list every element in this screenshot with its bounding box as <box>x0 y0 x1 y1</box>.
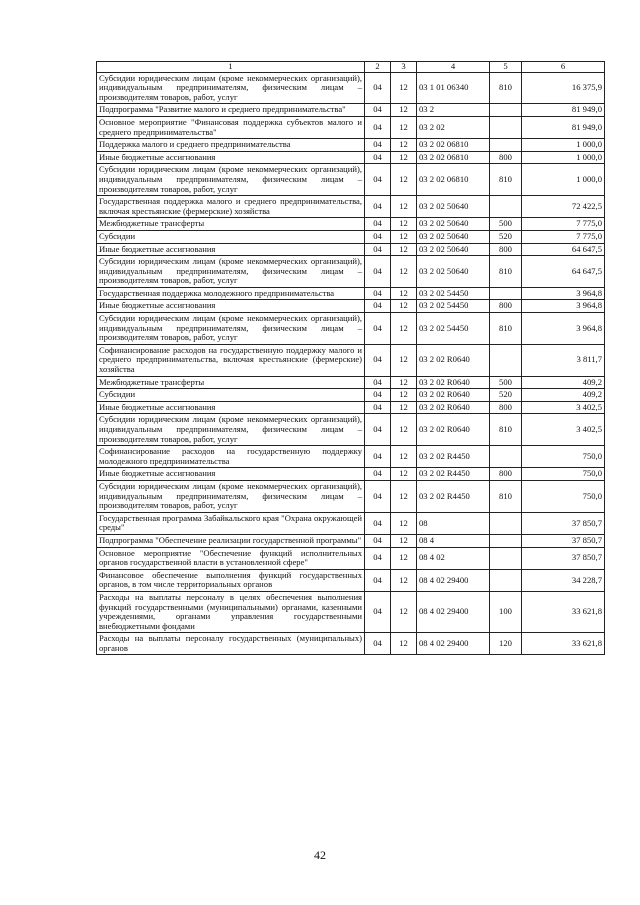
cell-name: Софинансирование расходов на государственную поддержку малого и среднего предпринимательства, включая крестьянские (фермерские) хозяйства <box>97 344 365 376</box>
cell-amount: 750,0 <box>522 468 605 481</box>
cell-subsection: 12 <box>391 446 417 468</box>
cell-section: 04 <box>365 414 391 446</box>
cell-target-code: 03 2 02 R4450 <box>417 468 490 481</box>
cell-amount: 37 850,7 <box>522 512 605 534</box>
table-row <box>97 139 605 152</box>
cell-target-code: 03 2 02 54450 <box>417 313 490 345</box>
table-row <box>97 446 605 468</box>
cell-name: Субсидии <box>97 230 365 243</box>
cell-name: Основное мероприятие "Обеспечение функций исполнительных органов государственной власти в установленной сфере" <box>97 547 365 569</box>
cell-name: Основное мероприятие "Финансовая поддержка субъектов малого и среднего предпринимательства" <box>97 116 365 138</box>
cell-amount: 1 000,0 <box>522 164 605 196</box>
cell-name: Межбюджетные трансферты <box>97 376 365 389</box>
cell-expense-type <box>490 446 522 468</box>
cell-target-code: 03 1 01 06340 <box>417 72 490 104</box>
cell-subsection: 12 <box>391 300 417 313</box>
cell-section: 04 <box>365 151 391 164</box>
cell-target-code: 08 4 <box>417 534 490 547</box>
cell-section: 04 <box>365 480 391 512</box>
cell-section: 04 <box>365 389 391 402</box>
cell-subsection: 12 <box>391 151 417 164</box>
cell-section: 04 <box>365 446 391 468</box>
cell-expense-type: 500 <box>490 218 522 231</box>
cell-amount: 409,2 <box>522 389 605 402</box>
cell-amount: 3 964,8 <box>522 287 605 300</box>
cell-target-code: 08 4 02 <box>417 547 490 569</box>
table-row <box>97 104 605 117</box>
cell-expense-type <box>490 569 522 591</box>
cell-section: 04 <box>365 230 391 243</box>
cell-section: 04 <box>365 243 391 256</box>
cell-name: Иные бюджетные ассигнования <box>97 300 365 313</box>
cell-amount: 750,0 <box>522 446 605 468</box>
table-row <box>97 389 605 402</box>
cell-subsection: 12 <box>391 243 417 256</box>
table-row <box>97 534 605 547</box>
cell-subsection: 12 <box>391 164 417 196</box>
table-row <box>97 512 605 534</box>
cell-subsection: 12 <box>391 569 417 591</box>
header-col-3: 3 <box>391 62 417 73</box>
cell-subsection: 12 <box>391 218 417 231</box>
cell-expense-type <box>490 116 522 138</box>
table-row <box>97 547 605 569</box>
cell-name: Расходы на выплаты персоналу государственных (муниципальных) органов <box>97 633 365 655</box>
cell-name: Иные бюджетные ассигнования <box>97 468 365 481</box>
cell-amount: 750,0 <box>522 480 605 512</box>
cell-subsection: 12 <box>391 633 417 655</box>
cell-expense-type: 810 <box>490 414 522 446</box>
cell-name: Финансовое обеспечение выполнения функций государственных органов, в том числе территориальных органов <box>97 569 365 591</box>
table-body <box>97 72 605 655</box>
header-col-6: 6 <box>522 62 605 73</box>
cell-name: Субсидии юридическим лицам (кроме некоммерческих организаций), индивидуальным предпринимателям, физическим лицам – производителям товаров, работ, услуг <box>97 414 365 446</box>
cell-target-code: 03 2 02 54450 <box>417 300 490 313</box>
cell-expense-type <box>490 287 522 300</box>
cell-target-code: 03 2 <box>417 104 490 117</box>
cell-subsection: 12 <box>391 116 417 138</box>
cell-expense-type: 810 <box>490 164 522 196</box>
cell-section: 04 <box>365 164 391 196</box>
cell-amount: 7 775,0 <box>522 230 605 243</box>
cell-subsection: 12 <box>391 512 417 534</box>
cell-expense-type: 810 <box>490 72 522 104</box>
cell-section: 04 <box>365 256 391 288</box>
cell-amount: 81 949,0 <box>522 104 605 117</box>
cell-amount: 37 850,7 <box>522 547 605 569</box>
table-row <box>97 164 605 196</box>
cell-subsection: 12 <box>391 389 417 402</box>
cell-subsection: 12 <box>391 313 417 345</box>
cell-section: 04 <box>365 547 391 569</box>
cell-target-code: 03 2 02 50640 <box>417 243 490 256</box>
cell-amount: 33 621,8 <box>522 633 605 655</box>
page-number: 42 <box>314 848 326 862</box>
cell-section: 04 <box>365 104 391 117</box>
cell-expense-type <box>490 196 522 218</box>
cell-subsection: 12 <box>391 139 417 152</box>
table-row <box>97 287 605 300</box>
cell-subsection: 12 <box>391 591 417 632</box>
cell-target-code: 08 4 02 29400 <box>417 633 490 655</box>
cell-amount: 409,2 <box>522 376 605 389</box>
cell-expense-type: 520 <box>490 389 522 402</box>
table-row <box>97 344 605 376</box>
header-row <box>97 62 605 73</box>
table-row <box>97 569 605 591</box>
cell-name: Иные бюджетные ассигнования <box>97 243 365 256</box>
cell-target-code: 03 2 02 54450 <box>417 287 490 300</box>
cell-target-code: 08 4 02 29400 <box>417 591 490 632</box>
cell-expense-type <box>490 104 522 117</box>
cell-section: 04 <box>365 633 391 655</box>
cell-amount: 64 647,5 <box>522 243 605 256</box>
cell-section: 04 <box>365 376 391 389</box>
cell-name: Субсидии юридическим лицам (кроме некоммерческих организаций), индивидуальным предпринимателям, физическим лицам – производителям товаров, работ, услуг <box>97 72 365 104</box>
table-row <box>97 243 605 256</box>
cell-name: Государственная программа Забайкальского края "Охрана окружающей среды" <box>97 512 365 534</box>
cell-target-code: 03 2 02 50640 <box>417 230 490 243</box>
cell-expense-type: 100 <box>490 591 522 632</box>
cell-section: 04 <box>365 196 391 218</box>
budget-page <box>96 61 604 655</box>
cell-amount: 7 775,0 <box>522 218 605 231</box>
table-row <box>97 151 605 164</box>
cell-section: 04 <box>365 313 391 345</box>
cell-target-code: 03 2 02 R0640 <box>417 401 490 414</box>
cell-section: 04 <box>365 569 391 591</box>
cell-expense-type: 800 <box>490 243 522 256</box>
cell-target-code: 03 2 02 50640 <box>417 218 490 231</box>
table-row <box>97 116 605 138</box>
cell-subsection: 12 <box>391 344 417 376</box>
cell-name: Иные бюджетные ассигнования <box>97 401 365 414</box>
cell-expense-type: 810 <box>490 313 522 345</box>
cell-section: 04 <box>365 139 391 152</box>
cell-name: Подпрограмма "Обеспечение реализации государственной программы" <box>97 534 365 547</box>
cell-name: Субсидии юридическим лицам (кроме некоммерческих организаций), индивидуальным предпринимателям, физическим лицам – производителям товаров, работ, услуг <box>97 313 365 345</box>
cell-name: Софинансирование расходов на государственную поддержку молодежного предпринимательства <box>97 446 365 468</box>
cell-expense-type: 520 <box>490 230 522 243</box>
cell-subsection: 12 <box>391 230 417 243</box>
table-row <box>97 633 605 655</box>
cell-expense-type <box>490 344 522 376</box>
cell-subsection: 12 <box>391 287 417 300</box>
table-row <box>97 300 605 313</box>
cell-target-code: 08 <box>417 512 490 534</box>
cell-expense-type <box>490 139 522 152</box>
cell-amount: 3 964,8 <box>522 300 605 313</box>
table-row <box>97 591 605 632</box>
cell-amount: 16 375,9 <box>522 72 605 104</box>
cell-target-code: 03 2 02 06810 <box>417 151 490 164</box>
table-row <box>97 401 605 414</box>
cell-amount: 34 228,7 <box>522 569 605 591</box>
cell-section: 04 <box>365 534 391 547</box>
cell-subsection: 12 <box>391 104 417 117</box>
cell-amount: 1 000,0 <box>522 139 605 152</box>
table-row <box>97 480 605 512</box>
cell-section: 04 <box>365 300 391 313</box>
table-row <box>97 313 605 345</box>
cell-target-code: 03 2 02 R4450 <box>417 446 490 468</box>
cell-amount: 33 621,8 <box>522 591 605 632</box>
cell-amount: 3 811,7 <box>522 344 605 376</box>
cell-name: Поддержка малого и среднего предпринимательства <box>97 139 365 152</box>
cell-target-code: 03 2 02 R0640 <box>417 389 490 402</box>
header-col-5: 5 <box>490 62 522 73</box>
cell-name: Государственная поддержка молодежного предпринимательства <box>97 287 365 300</box>
header-col-1: 1 <box>97 62 365 73</box>
cell-subsection: 12 <box>391 414 417 446</box>
cell-section: 04 <box>365 218 391 231</box>
cell-section: 04 <box>365 287 391 300</box>
header-col-2: 2 <box>365 62 391 73</box>
cell-target-code: 08 4 02 29400 <box>417 569 490 591</box>
cell-name: Подпрограмма "Развитие малого и среднего предпринимательства" <box>97 104 365 117</box>
table-row <box>97 72 605 104</box>
cell-subsection: 12 <box>391 196 417 218</box>
table-row <box>97 196 605 218</box>
table-row <box>97 218 605 231</box>
cell-section: 04 <box>365 468 391 481</box>
cell-expense-type <box>490 512 522 534</box>
cell-subsection: 12 <box>391 480 417 512</box>
cell-expense-type: 810 <box>490 256 522 288</box>
cell-subsection: 12 <box>391 534 417 547</box>
cell-expense-type: 800 <box>490 468 522 481</box>
cell-amount: 81 949,0 <box>522 116 605 138</box>
cell-target-code: 03 2 02 R0640 <box>417 414 490 446</box>
cell-target-code: 03 2 02 50640 <box>417 256 490 288</box>
cell-subsection: 12 <box>391 256 417 288</box>
cell-amount: 1 000,0 <box>522 151 605 164</box>
cell-subsection: 12 <box>391 376 417 389</box>
cell-amount: 3 402,5 <box>522 401 605 414</box>
cell-amount: 3 402,5 <box>522 414 605 446</box>
cell-subsection: 12 <box>391 72 417 104</box>
cell-amount: 37 850,7 <box>522 534 605 547</box>
table-row <box>97 230 605 243</box>
table-row <box>97 414 605 446</box>
cell-name: Государственная поддержка малого и среднего предпринимательства, включая крестьянские (фермерские) хозяйства <box>97 196 365 218</box>
cell-expense-type: 120 <box>490 633 522 655</box>
cell-expense-type <box>490 547 522 569</box>
cell-target-code: 03 2 02 R0640 <box>417 376 490 389</box>
cell-name: Расходы на выплаты персоналу в целях обеспечения выполнения функций государственными (муниципальными) органами, казенными учреждениями, органами управления государственными внебюджетными фондами <box>97 591 365 632</box>
cell-name: Субсидии <box>97 389 365 402</box>
cell-expense-type: 800 <box>490 401 522 414</box>
cell-section: 04 <box>365 401 391 414</box>
cell-amount: 64 647,5 <box>522 256 605 288</box>
cell-expense-type: 800 <box>490 300 522 313</box>
table-row <box>97 256 605 288</box>
table-row <box>97 376 605 389</box>
cell-name: Межбюджетные трансферты <box>97 218 365 231</box>
cell-expense-type: 810 <box>490 480 522 512</box>
cell-section: 04 <box>365 72 391 104</box>
header-col-4: 4 <box>417 62 490 73</box>
cell-target-code: 03 2 02 50640 <box>417 196 490 218</box>
cell-target-code: 03 2 02 06810 <box>417 164 490 196</box>
cell-section: 04 <box>365 591 391 632</box>
cell-name: Субсидии юридическим лицам (кроме некоммерческих организаций), индивидуальным предпринимателям, физическим лицам – производителям товаров, работ, услуг <box>97 164 365 196</box>
cell-target-code: 03 2 02 06810 <box>417 139 490 152</box>
cell-name: Иные бюджетные ассигнования <box>97 151 365 164</box>
cell-section: 04 <box>365 116 391 138</box>
cell-expense-type <box>490 534 522 547</box>
cell-target-code: 03 2 02 R4450 <box>417 480 490 512</box>
cell-subsection: 12 <box>391 547 417 569</box>
cell-section: 04 <box>365 344 391 376</box>
cell-expense-type: 800 <box>490 151 522 164</box>
cell-target-code: 03 2 02 R0640 <box>417 344 490 376</box>
cell-name: Субсидии юридическим лицам (кроме некоммерческих организаций), индивидуальным предпринимателям, физическим лицам – производителям товаров, работ, услуг <box>97 256 365 288</box>
cell-subsection: 12 <box>391 468 417 481</box>
cell-name: Субсидии юридическим лицам (кроме некоммерческих организаций), индивидуальным предпринимателям, физическим лицам – производителям товаров, работ, услуг <box>97 480 365 512</box>
cell-section: 04 <box>365 512 391 534</box>
cell-subsection: 12 <box>391 401 417 414</box>
cell-amount: 3 964,8 <box>522 313 605 345</box>
budget-table <box>96 61 605 655</box>
cell-amount: 72 422,5 <box>522 196 605 218</box>
cell-target-code: 03 2 02 <box>417 116 490 138</box>
table-row <box>97 468 605 481</box>
cell-expense-type: 500 <box>490 376 522 389</box>
